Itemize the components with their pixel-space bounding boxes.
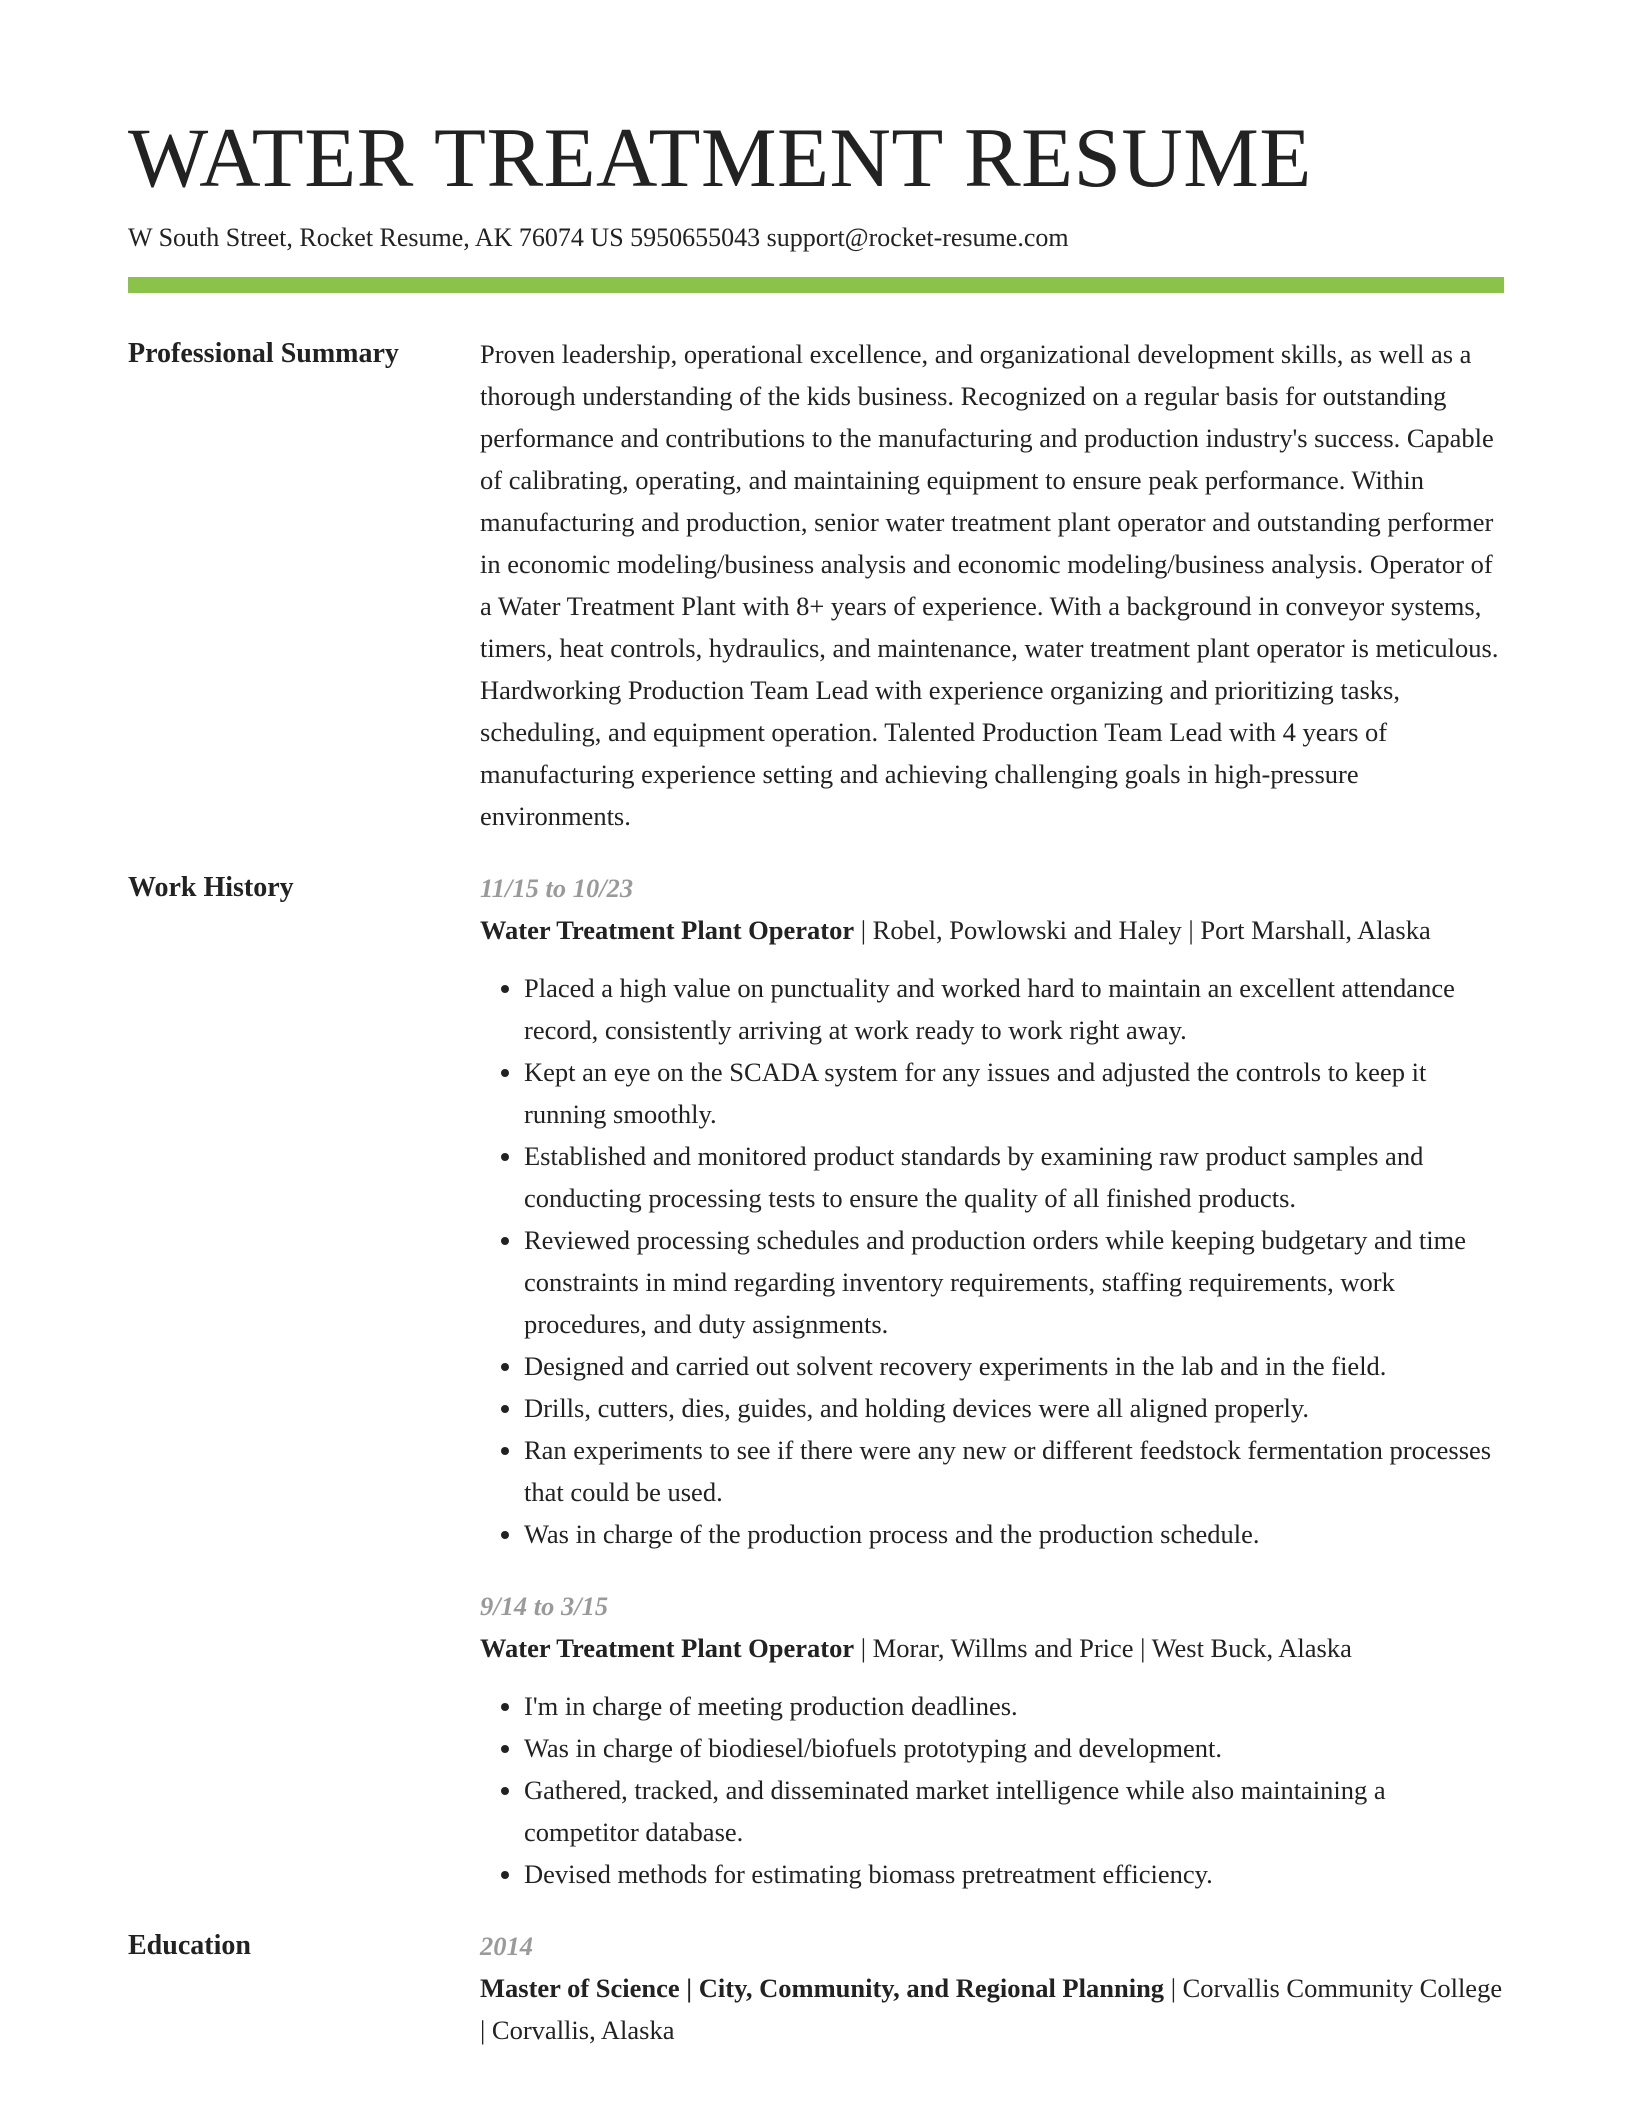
job-date: 11/15 to 10/23 bbox=[480, 872, 634, 903]
job-bullet: • Designed and carried out solvent recovery experiments in the lab and in the field. bbox=[524, 1345, 1504, 1387]
contact-phone: 5950655043 bbox=[630, 222, 761, 252]
summary-section bbox=[128, 333, 1504, 837]
job-bullet: • Devised methods for estimating biomass pretreatment efficiency. bbox=[524, 1853, 1504, 1895]
work-history-body bbox=[480, 867, 1504, 1895]
job-bullet: • Ran experiments to see if there were any new or different feedstock fermentation processes that could be used. bbox=[524, 1429, 1504, 1513]
work-history-heading: Work History bbox=[128, 871, 294, 903]
job-details: | Robel, Powlowski and Haley | Port Marshall, Alaska bbox=[854, 914, 1431, 945]
contact-line bbox=[128, 220, 1504, 255]
job-bullet: • Established and monitored product standards by examining raw product samples and conducting processing tests to ensure the quality of all finished products. bbox=[524, 1135, 1504, 1219]
education-date: 2014 bbox=[480, 1930, 533, 1961]
job-bullet: • Kept an eye on the SCADA system for any issues and adjusted the controls to keep it running smoothly. bbox=[524, 1051, 1504, 1135]
job-header bbox=[480, 909, 1504, 951]
education-header bbox=[480, 1967, 1504, 2051]
summary-body bbox=[480, 333, 1504, 837]
contact-address: W South Street, Rocket Resume, AK 76074 US bbox=[128, 222, 624, 252]
job-bullet: • I'm in charge of meeting production deadlines. bbox=[524, 1685, 1504, 1727]
contact-email: support@rocket-resume.com bbox=[766, 222, 1069, 252]
job-bullet: • Placed a high value on punctuality and worked hard to maintain an excellent attendance record, consistently arriving at work ready to work right away. bbox=[524, 967, 1504, 1051]
job-entry bbox=[480, 1585, 1504, 1895]
job-bullet: • Was in charge of the production process and the production schedule. bbox=[524, 1513, 1504, 1555]
resume-title: WATER TREATMENT RESUME bbox=[128, 111, 1312, 205]
accent-divider bbox=[128, 277, 1504, 293]
education-section bbox=[128, 1925, 1504, 2051]
job-bullet: • Drills, cutters, dies, guides, and holding devices were all aligned properly. bbox=[524, 1387, 1504, 1429]
work-history-section bbox=[128, 867, 1504, 1895]
job-bullets bbox=[480, 967, 1504, 1555]
job-details: | Morar, Willms and Price | West Buck, Alaska bbox=[854, 1632, 1352, 1663]
education-entry bbox=[480, 1925, 1504, 2051]
job-role: Water Treatment Plant Operator bbox=[480, 914, 855, 945]
education-details: | Corvallis Community College | Corvallis, Alaska bbox=[480, 1972, 1503, 2045]
education-degree: Master of Science | City, Community, and Regional Planning bbox=[480, 1972, 1165, 2003]
job-bullet: • Gathered, tracked, and disseminated market intelligence while also maintaining a competitor database. bbox=[524, 1769, 1504, 1853]
job-role: Water Treatment Plant Operator bbox=[480, 1632, 855, 1663]
job-bullet: • Was in charge of biodiesel/biofuels prototyping and development. bbox=[524, 1727, 1504, 1769]
job-date: 9/14 to 3/15 bbox=[480, 1590, 609, 1621]
education-heading: Education bbox=[128, 1929, 251, 1961]
job-bullets bbox=[480, 1685, 1504, 1895]
job-bullet: • Reviewed processing schedules and production orders while keeping budgetary and time constraints in mind regarding inventory requirements, staffing requirements, work procedures, and duty assignments. bbox=[524, 1219, 1504, 1345]
summary-heading: Professional Summary bbox=[128, 337, 399, 369]
summary-text: Proven leadership, operational excellence, and organizational development skills, as well as a thorough understanding of the kids business. Recognized on a regular basis for outstanding performance and contributions to the manufacturing and production industry's success. Capable of calibrating, operating, and maintaining equipment to ensure peak performance. Within manufacturing and production, senior water treatment plant operator and outstanding performer in economic modeling/business analysis and economic modeling/business analysis. Operator of a Water Treatment Plant with 8+ years of experience. With a background in conveyor systems, timers, heat controls, hydraulics, and maintenance, water treatment plant operator is meticulous. Hardworking Production Team Lead with experience organizing and prioritizing tasks, scheduling, and equipment operation. Talented Production Team Lead with 4 years of manufacturing experience setting and achieving challenging goals in high-pressure environments. bbox=[480, 338, 1499, 831]
job-entry bbox=[480, 867, 1504, 1555]
education-body bbox=[480, 1925, 1504, 2051]
job-header bbox=[480, 1627, 1504, 1669]
